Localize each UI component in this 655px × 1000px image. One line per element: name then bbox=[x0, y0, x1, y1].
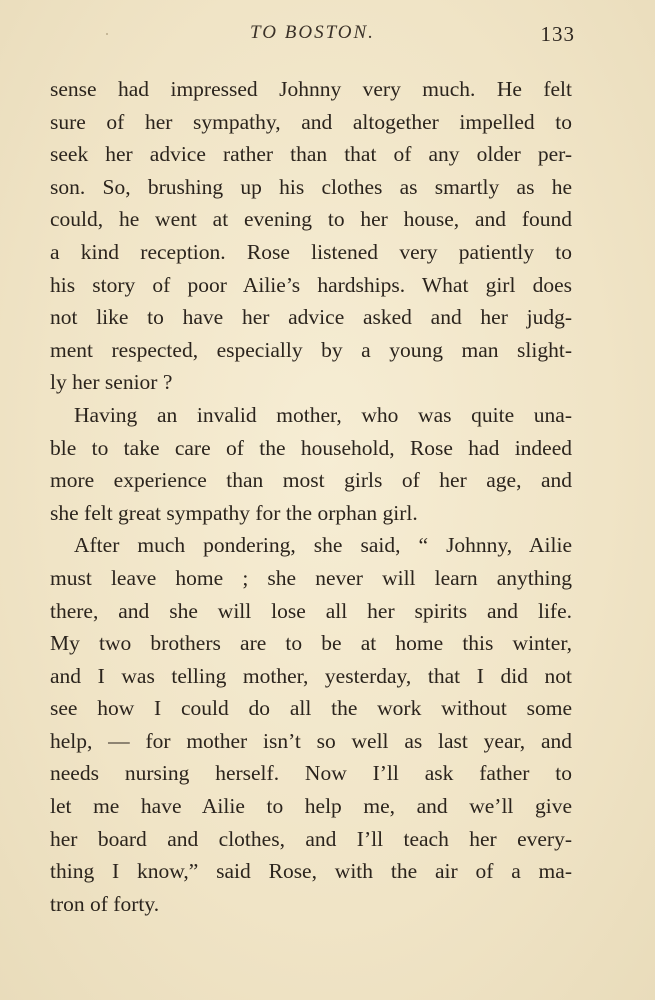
text-line: sure of her sympathy, and altogether impelled to bbox=[50, 109, 572, 134]
text-line: son. So, brushing up his clothes as smartly as he bbox=[50, 174, 572, 199]
text-line: must leave home ; she never will learn anything bbox=[50, 565, 572, 590]
text-line: ment respected, especially by a young man slight- bbox=[50, 337, 572, 362]
text-line: help, — for mother isn’t so well as last year, and bbox=[50, 728, 572, 753]
text-line: more experience than most girls of her age, and bbox=[50, 468, 572, 493]
text-line: needs nursing herself. Now I’ll ask father to bbox=[50, 761, 572, 786]
text-line: sense had impressed Johnny very much. He felt bbox=[50, 77, 572, 101]
text-line: she felt great sympathy for the orphan girl. bbox=[50, 500, 418, 525]
text-line: her board and clothes, and I’ll teach her every- bbox=[50, 826, 572, 851]
text-line: ble to take care of the household, Rose had indeed bbox=[50, 435, 572, 460]
text-line: ly her senior ? bbox=[50, 370, 173, 395]
body-text bbox=[50, 73, 572, 920]
text-line: My two brothers are to be at home this winter, bbox=[50, 631, 572, 656]
text-line: tron of forty. bbox=[50, 891, 160, 916]
running-head: TO BOSTON. bbox=[250, 22, 375, 43]
text-line: his story of poor Ailie’s hardships. What girl does bbox=[50, 272, 572, 297]
text-line: thing I know,” said Rose, with the air of a ma- bbox=[50, 859, 572, 884]
text-line: could, he went at evening to her house, and found bbox=[50, 207, 572, 232]
text-line: a kind reception. Rose listened very patiently to bbox=[50, 239, 572, 264]
text-line: let me have Ailie to help me, and we’ll give bbox=[50, 794, 572, 819]
text-line: seek her advice rather than that of any older per- bbox=[50, 142, 572, 167]
text-line: there, and she will lose all her spirits and life. bbox=[50, 598, 572, 623]
text-line: not like to have her advice asked and her judg- bbox=[50, 305, 572, 330]
text-line: see how I could do all the work without some bbox=[50, 696, 572, 721]
page-number: 133 bbox=[540, 22, 575, 46]
text-line: Having an invalid mother, who was quite una- bbox=[74, 402, 572, 427]
page-header bbox=[50, 22, 575, 52]
text-line: and I was telling mother, yesterday, that I did not bbox=[50, 663, 572, 688]
text-line: After much pondering, she said, “ Johnny, Ailie bbox=[74, 533, 572, 558]
